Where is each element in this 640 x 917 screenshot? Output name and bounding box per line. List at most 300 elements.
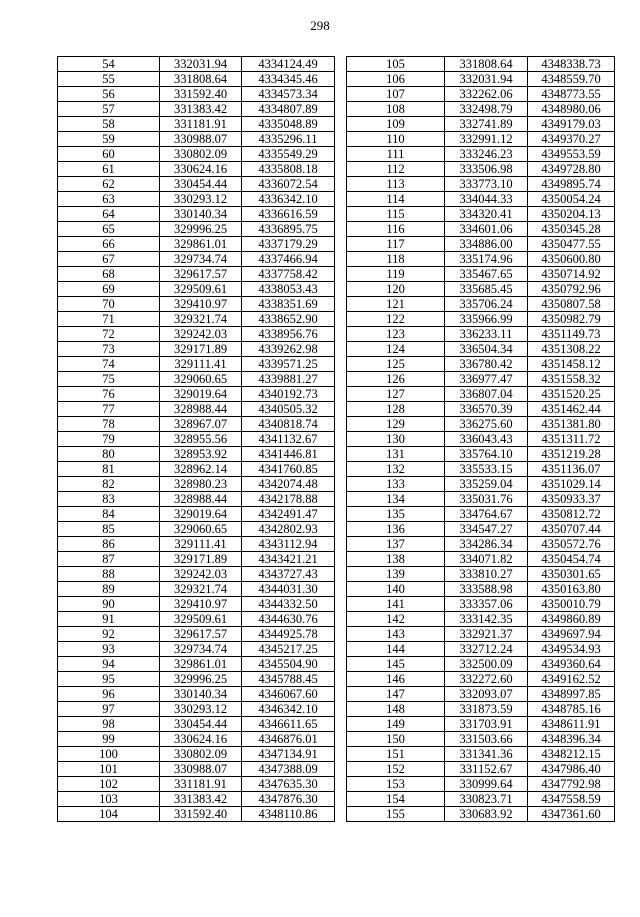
point-number-cell: 116 [347, 222, 445, 237]
table-row [347, 762, 615, 777]
point-number-cell: 122 [347, 312, 445, 327]
y-coordinate-cell: 4344031.30 [242, 582, 335, 597]
x-coordinate-cell: 330293.12 [160, 702, 242, 717]
x-coordinate-cell: 330988.07 [160, 132, 242, 147]
x-coordinate-cell: 330454.44 [160, 177, 242, 192]
table-row [347, 507, 615, 522]
table-row [347, 612, 615, 627]
x-coordinate-cell: 329996.25 [160, 672, 242, 687]
y-coordinate-cell: 4350707.44 [528, 522, 615, 537]
x-coordinate-cell: 330802.09 [160, 747, 242, 762]
table-row [347, 147, 615, 162]
point-number-cell: 138 [347, 552, 445, 567]
y-coordinate-cell: 4340505.32 [242, 402, 335, 417]
y-coordinate-cell: 4351136.07 [528, 462, 615, 477]
y-coordinate-cell: 4350933.37 [528, 492, 615, 507]
x-coordinate-cell: 330624.16 [160, 732, 242, 747]
y-coordinate-cell: 4350204.13 [528, 207, 615, 222]
y-coordinate-cell: 4341760.85 [242, 462, 335, 477]
y-coordinate-cell: 4347388.09 [242, 762, 335, 777]
table-row [58, 387, 335, 402]
y-coordinate-cell: 4350054.24 [528, 192, 615, 207]
y-coordinate-cell: 4350600.80 [528, 252, 615, 267]
point-number-cell: 102 [58, 777, 160, 792]
x-coordinate-cell: 332921.37 [445, 627, 528, 642]
y-coordinate-cell: 4343421.21 [242, 552, 335, 567]
x-coordinate-cell: 329242.03 [160, 327, 242, 342]
x-coordinate-cell: 332093.07 [445, 687, 528, 702]
point-number-cell: 70 [58, 297, 160, 312]
table-row [347, 807, 615, 822]
x-coordinate-cell: 335706.24 [445, 297, 528, 312]
point-number-cell: 114 [347, 192, 445, 207]
table-row [347, 342, 615, 357]
x-coordinate-cell: 328962.14 [160, 462, 242, 477]
y-coordinate-cell: 4343727.43 [242, 567, 335, 582]
table-row [58, 597, 335, 612]
y-coordinate-cell: 4340192.73 [242, 387, 335, 402]
point-number-cell: 59 [58, 132, 160, 147]
point-number-cell: 67 [58, 252, 160, 267]
x-coordinate-cell: 332272.60 [445, 672, 528, 687]
table-row [347, 327, 615, 342]
point-number-cell: 133 [347, 477, 445, 492]
table-row [347, 777, 615, 792]
x-coordinate-cell: 329019.64 [160, 387, 242, 402]
point-number-cell: 132 [347, 462, 445, 477]
point-number-cell: 60 [58, 147, 160, 162]
point-number-cell: 154 [347, 792, 445, 807]
table-row [58, 447, 335, 462]
table-row [347, 492, 615, 507]
y-coordinate-cell: 4338652.90 [242, 312, 335, 327]
table-row [347, 567, 615, 582]
y-coordinate-cell: 4347134.91 [242, 747, 335, 762]
x-coordinate-cell: 329060.65 [160, 372, 242, 387]
point-number-cell: 127 [347, 387, 445, 402]
y-coordinate-cell: 4349860.89 [528, 612, 615, 627]
point-number-cell: 58 [58, 117, 160, 132]
table-row [347, 732, 615, 747]
point-number-cell: 113 [347, 177, 445, 192]
y-coordinate-cell: 4342491.47 [242, 507, 335, 522]
y-coordinate-cell: 4335048.89 [242, 117, 335, 132]
table-row [347, 582, 615, 597]
table-row [58, 132, 335, 147]
table-row [58, 552, 335, 567]
table-row [58, 177, 335, 192]
point-number-cell: 87 [58, 552, 160, 567]
point-number-cell: 109 [347, 117, 445, 132]
y-coordinate-cell: 4349179.03 [528, 117, 615, 132]
point-number-cell: 85 [58, 522, 160, 537]
table-row [347, 297, 615, 312]
x-coordinate-cell: 330802.09 [160, 147, 242, 162]
x-coordinate-cell: 329861.01 [160, 657, 242, 672]
table-row [347, 402, 615, 417]
table-row [58, 222, 335, 237]
x-coordinate-cell: 330988.07 [160, 762, 242, 777]
table-row [347, 642, 615, 657]
y-coordinate-cell: 4347792.98 [528, 777, 615, 792]
y-coordinate-cell: 4339571.25 [242, 357, 335, 372]
table-row [347, 72, 615, 87]
point-number-cell: 140 [347, 582, 445, 597]
x-coordinate-cell: 331873.59 [445, 702, 528, 717]
table-row [58, 687, 335, 702]
x-coordinate-cell: 336233.11 [445, 327, 528, 342]
x-coordinate-cell: 329171.89 [160, 552, 242, 567]
x-coordinate-cell: 329410.97 [160, 297, 242, 312]
table-row [347, 162, 615, 177]
x-coordinate-cell: 334071.82 [445, 552, 528, 567]
point-number-cell: 145 [347, 657, 445, 672]
x-coordinate-cell: 328988.44 [160, 492, 242, 507]
y-coordinate-cell: 4351520.25 [528, 387, 615, 402]
y-coordinate-cell: 4338053.43 [242, 282, 335, 297]
x-coordinate-cell: 330293.12 [160, 192, 242, 207]
y-coordinate-cell: 4344332.50 [242, 597, 335, 612]
y-coordinate-cell: 4349697.94 [528, 627, 615, 642]
point-number-cell: 89 [58, 582, 160, 597]
point-number-cell: 136 [347, 522, 445, 537]
y-coordinate-cell: 4346342.10 [242, 702, 335, 717]
x-coordinate-cell: 329509.61 [160, 612, 242, 627]
y-coordinate-cell: 4339262.98 [242, 342, 335, 357]
y-coordinate-cell: 4351558.32 [528, 372, 615, 387]
y-coordinate-cell: 4346067.60 [242, 687, 335, 702]
table-row [58, 672, 335, 687]
point-number-cell: 123 [347, 327, 445, 342]
x-coordinate-cell: 328988.44 [160, 402, 242, 417]
table-row [58, 357, 335, 372]
point-number-cell: 68 [58, 267, 160, 282]
point-number-cell: 65 [58, 222, 160, 237]
y-coordinate-cell: 4337466.94 [242, 252, 335, 267]
point-number-cell: 139 [347, 567, 445, 582]
x-coordinate-cell: 332500.09 [445, 657, 528, 672]
table-row [58, 807, 335, 822]
table-row [58, 252, 335, 267]
table-row [347, 657, 615, 672]
table-row [347, 192, 615, 207]
y-coordinate-cell: 4349370.27 [528, 132, 615, 147]
y-coordinate-cell: 4348785.16 [528, 702, 615, 717]
point-number-cell: 84 [58, 507, 160, 522]
table-row [58, 492, 335, 507]
x-coordinate-cell: 330999.64 [445, 777, 528, 792]
table-row [347, 87, 615, 102]
table-row [347, 537, 615, 552]
point-number-cell: 63 [58, 192, 160, 207]
y-coordinate-cell: 4334573.34 [242, 87, 335, 102]
x-coordinate-cell: 336807.04 [445, 387, 528, 402]
point-number-cell: 129 [347, 417, 445, 432]
table-row [58, 207, 335, 222]
point-number-cell: 148 [347, 702, 445, 717]
table-row [347, 477, 615, 492]
y-coordinate-cell: 4350010.79 [528, 597, 615, 612]
y-coordinate-cell: 4350714.92 [528, 267, 615, 282]
x-coordinate-cell: 329617.57 [160, 267, 242, 282]
point-number-cell: 119 [347, 267, 445, 282]
y-coordinate-cell: 4346611.65 [242, 717, 335, 732]
y-coordinate-cell: 4344925.78 [242, 627, 335, 642]
point-number-cell: 56 [58, 87, 160, 102]
table-row [58, 777, 335, 792]
x-coordinate-cell: 332741.89 [445, 117, 528, 132]
y-coordinate-cell: 4338351.69 [242, 297, 335, 312]
x-coordinate-cell: 328953.92 [160, 447, 242, 462]
point-number-cell: 80 [58, 447, 160, 462]
point-number-cell: 72 [58, 327, 160, 342]
point-number-cell: 131 [347, 447, 445, 462]
x-coordinate-cell: 333810.27 [445, 567, 528, 582]
x-coordinate-cell: 331592.40 [160, 87, 242, 102]
point-number-cell: 94 [58, 657, 160, 672]
table-row [347, 372, 615, 387]
x-coordinate-cell: 329410.97 [160, 597, 242, 612]
table-row [347, 672, 615, 687]
point-number-cell: 78 [58, 417, 160, 432]
x-coordinate-cell: 333246.23 [445, 147, 528, 162]
point-number-cell: 107 [347, 87, 445, 102]
table-row [58, 57, 335, 72]
point-number-cell: 128 [347, 402, 445, 417]
point-number-cell: 71 [58, 312, 160, 327]
x-coordinate-cell: 332712.24 [445, 642, 528, 657]
table-row [58, 792, 335, 807]
table-row [58, 747, 335, 762]
y-coordinate-cell: 4349534.93 [528, 642, 615, 657]
point-number-cell: 121 [347, 297, 445, 312]
x-coordinate-cell: 329509.61 [160, 282, 242, 297]
point-number-cell: 66 [58, 237, 160, 252]
x-coordinate-cell: 331383.42 [160, 792, 242, 807]
x-coordinate-cell: 335259.04 [445, 477, 528, 492]
x-coordinate-cell: 331808.64 [445, 57, 528, 72]
page-number: 298 [310, 18, 330, 33]
y-coordinate-cell: 4335296.11 [242, 132, 335, 147]
point-number-cell: 88 [58, 567, 160, 582]
y-coordinate-cell: 4350301.65 [528, 567, 615, 582]
point-number-cell: 112 [347, 162, 445, 177]
y-coordinate-cell: 4350477.55 [528, 237, 615, 252]
table-row [58, 477, 335, 492]
table-row [347, 387, 615, 402]
y-coordinate-cell: 4346876.01 [242, 732, 335, 747]
point-number-cell: 153 [347, 777, 445, 792]
table-row [58, 297, 335, 312]
x-coordinate-cell: 329861.01 [160, 237, 242, 252]
table-row [58, 267, 335, 282]
point-number-cell: 149 [347, 717, 445, 732]
y-coordinate-cell: 4347361.60 [528, 807, 615, 822]
point-number-cell: 137 [347, 537, 445, 552]
point-number-cell: 86 [58, 537, 160, 552]
x-coordinate-cell: 335764.10 [445, 447, 528, 462]
point-number-cell: 146 [347, 672, 445, 687]
x-coordinate-cell: 333773.10 [445, 177, 528, 192]
x-coordinate-cell: 329111.41 [160, 357, 242, 372]
x-coordinate-cell: 331808.64 [160, 72, 242, 87]
x-coordinate-cell: 336780.42 [445, 357, 528, 372]
table-row [58, 417, 335, 432]
point-number-cell: 83 [58, 492, 160, 507]
point-number-cell: 61 [58, 162, 160, 177]
point-number-cell: 99 [58, 732, 160, 747]
x-coordinate-cell: 329171.89 [160, 342, 242, 357]
y-coordinate-cell: 4351219.28 [528, 447, 615, 462]
table-row [58, 642, 335, 657]
y-coordinate-cell: 4348212.15 [528, 747, 615, 762]
table-row [58, 87, 335, 102]
table-row [347, 717, 615, 732]
table-row [58, 102, 335, 117]
y-coordinate-cell: 4350792.96 [528, 282, 615, 297]
point-number-cell: 150 [347, 732, 445, 747]
table-row [347, 117, 615, 132]
y-coordinate-cell: 4350163.80 [528, 582, 615, 597]
point-number-cell: 91 [58, 612, 160, 627]
x-coordinate-cell: 330624.16 [160, 162, 242, 177]
y-coordinate-cell: 4351458.12 [528, 357, 615, 372]
y-coordinate-cell: 4347876.30 [242, 792, 335, 807]
y-coordinate-cell: 4337758.42 [242, 267, 335, 282]
y-coordinate-cell: 4348997.85 [528, 687, 615, 702]
point-number-cell: 134 [347, 492, 445, 507]
table-row [58, 762, 335, 777]
table-row [58, 507, 335, 522]
y-coordinate-cell: 4348110.86 [242, 807, 335, 822]
y-coordinate-cell: 4351311.72 [528, 432, 615, 447]
y-coordinate-cell: 4335808.18 [242, 162, 335, 177]
table-row [58, 462, 335, 477]
y-coordinate-cell: 4342074.48 [242, 477, 335, 492]
point-number-cell: 105 [347, 57, 445, 72]
point-number-cell: 125 [347, 357, 445, 372]
point-number-cell: 155 [347, 807, 445, 822]
x-coordinate-cell: 335174.96 [445, 252, 528, 267]
x-coordinate-cell: 332991.12 [445, 132, 528, 147]
y-coordinate-cell: 4336342.10 [242, 192, 335, 207]
table-row [58, 282, 335, 297]
point-number-cell: 115 [347, 207, 445, 222]
y-coordinate-cell: 4345788.45 [242, 672, 335, 687]
x-coordinate-cell: 333357.06 [445, 597, 528, 612]
table-row [58, 237, 335, 252]
x-coordinate-cell: 330683.92 [445, 807, 528, 822]
y-coordinate-cell: 4343112.94 [242, 537, 335, 552]
x-coordinate-cell: 336977.47 [445, 372, 528, 387]
y-coordinate-cell: 4341132.67 [242, 432, 335, 447]
x-coordinate-cell: 333588.98 [445, 582, 528, 597]
table-row [58, 582, 335, 597]
table-row [58, 732, 335, 747]
x-coordinate-cell: 329996.25 [160, 222, 242, 237]
coordinates-table-right [346, 56, 615, 822]
point-number-cell: 55 [58, 72, 160, 87]
y-coordinate-cell: 4350572.76 [528, 537, 615, 552]
table-row [347, 522, 615, 537]
table-row [58, 402, 335, 417]
point-number-cell: 104 [58, 807, 160, 822]
x-coordinate-cell: 331383.42 [160, 102, 242, 117]
point-number-cell: 142 [347, 612, 445, 627]
x-coordinate-cell: 328967.07 [160, 417, 242, 432]
table-row [58, 162, 335, 177]
x-coordinate-cell: 329060.65 [160, 522, 242, 537]
y-coordinate-cell: 4338956.76 [242, 327, 335, 342]
x-coordinate-cell: 331341.36 [445, 747, 528, 762]
x-coordinate-cell: 334044.33 [445, 192, 528, 207]
y-coordinate-cell: 4348338.73 [528, 57, 615, 72]
point-number-cell: 90 [58, 597, 160, 612]
table-row [347, 177, 615, 192]
x-coordinate-cell: 334286.34 [445, 537, 528, 552]
table-row [347, 57, 615, 72]
y-coordinate-cell: 4349360.64 [528, 657, 615, 672]
table-row [347, 597, 615, 612]
point-number-cell: 93 [58, 642, 160, 657]
point-number-cell: 124 [347, 342, 445, 357]
point-number-cell: 117 [347, 237, 445, 252]
point-number-cell: 118 [347, 252, 445, 267]
point-number-cell: 75 [58, 372, 160, 387]
x-coordinate-cell: 329019.64 [160, 507, 242, 522]
point-number-cell: 111 [347, 147, 445, 162]
point-number-cell: 57 [58, 102, 160, 117]
table-row [58, 657, 335, 672]
y-coordinate-cell: 4347635.30 [242, 777, 335, 792]
x-coordinate-cell: 335685.45 [445, 282, 528, 297]
point-number-cell: 69 [58, 282, 160, 297]
table-row [58, 432, 335, 447]
table-row [347, 747, 615, 762]
x-coordinate-cell: 334886.00 [445, 237, 528, 252]
y-coordinate-cell: 4351462.44 [528, 402, 615, 417]
point-number-cell: 101 [58, 762, 160, 777]
point-number-cell: 96 [58, 687, 160, 702]
y-coordinate-cell: 4350982.79 [528, 312, 615, 327]
x-coordinate-cell: 331181.91 [160, 777, 242, 792]
y-coordinate-cell: 4351308.22 [528, 342, 615, 357]
y-coordinate-cell: 4345217.25 [242, 642, 335, 657]
x-coordinate-cell: 329734.74 [160, 252, 242, 267]
y-coordinate-cell: 4334345.46 [242, 72, 335, 87]
point-number-cell: 97 [58, 702, 160, 717]
point-number-cell: 130 [347, 432, 445, 447]
y-coordinate-cell: 4334807.89 [242, 102, 335, 117]
y-coordinate-cell: 4351381.80 [528, 417, 615, 432]
point-number-cell: 110 [347, 132, 445, 147]
y-coordinate-cell: 4334124.49 [242, 57, 335, 72]
table-body-left [58, 57, 335, 822]
y-coordinate-cell: 4348396.34 [528, 732, 615, 747]
x-coordinate-cell: 335467.65 [445, 267, 528, 282]
table-row [347, 312, 615, 327]
x-coordinate-cell: 330140.34 [160, 207, 242, 222]
point-number-cell: 92 [58, 627, 160, 642]
table-row [58, 522, 335, 537]
y-coordinate-cell: 4337179.29 [242, 237, 335, 252]
x-coordinate-cell: 333142.35 [445, 612, 528, 627]
x-coordinate-cell: 330823.71 [445, 792, 528, 807]
x-coordinate-cell: 328980.23 [160, 477, 242, 492]
x-coordinate-cell: 329242.03 [160, 567, 242, 582]
y-coordinate-cell: 4336072.54 [242, 177, 335, 192]
point-number-cell: 62 [58, 177, 160, 192]
